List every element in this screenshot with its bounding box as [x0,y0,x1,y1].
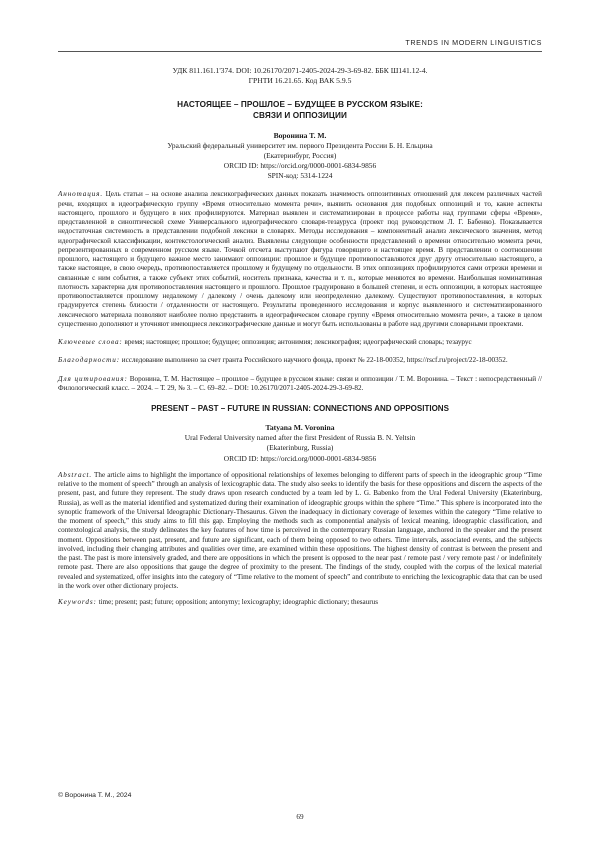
acknowledgements-label: Благодарности: [58,356,120,365]
abstract-ru-text: Цель статьи – на основе анализа лексикографических данных показать значимость оппозитивных отношений для лексем различных частей речи, входящих в идеографическую группу «Время относительно момента речи», выявить основания для подобных оппозиций и то, какие аспекты настоящего, прошлого и будущего в них профилируются. Материал выявлен и систематизирован в процессе работы над группами сферы «Время», представленной в синоптической схеме Универсального идеографического словаря-тезауруса (проект под руководством Л. Г. Бабенко). Показывается недостаточная системность в представлении подобной лексики в словарях. Методы исследования – компонентный анализ лексического значения, метод идеографической классификации, контекстологический анализ. Выявлены следующие особенности представлений о времени относительно момента речи, репрезентированных в современном русском языке. Точкой отсчета выступают фигура говорящего и настоящее время. В представлении о соотношении прошлого, настоящего и будущего важное место занимают оппозиции: прошлое и будущее противопоставляются друг другу относительно настоящего, а также настоящее, в свою очередь, противопоставляется прошлому и будущему по отдельности. В этих оппозициях профилируются сами отрезки времени и связанные с ним события, а также субъект этих событий, носитель признака, качества и т. п., которые меняются во времени. Наибольшая номинативная плотность характерна для противопоставления настоящего и прошлого. Прошлое градуировано в большей степени, и есть оппозиции, в которых настоящее противопоставляется прошлому недалекому / далекому / очень далекому или неопределенно далекому. Существуют противопоставления, в которых градуируется степень близости / отдаленности от настоящего. Результаты проведенного исследования и корпус выявленного и систематизированного лексического материала позволяют наиболее полно представить в идеографическом словаре группу «Время относительно момента речи», а также в целом существенно дополняют и уточняют имеющиеся лексикографические данные и могут быть использованы в работе над другими словарными проектами. [58,190,542,328]
grnti-line: ГРНТИ 16.21.65. Код ВАК 5.9.5 [248,76,352,86]
citation-label: Для цитирования: [58,374,128,383]
author-en: Tatyana M. Voronina [265,423,335,433]
title-ru-line2: СВЯЗИ И ОППОЗИЦИИ [253,111,347,120]
article-title-en: PRESENT – PAST – FUTURE IN RUSSIAN: CONNECTIONS AND OPPOSITIONS [151,404,449,414]
keywords-en [58,598,542,607]
orcid-en: ORCID ID: https://orcid.org/0000-0001-6834-9856 [223,453,377,463]
abstract-ru [58,190,542,329]
acknowledgements-text: исследование выполнено за счет гранта Российского научного фонда, проект № 22-18-00352, https://rscf.ru/project/22-18-00352. [120,356,508,365]
keywords-ru [58,338,542,347]
acknowledgements [58,356,542,365]
orcid-ru: ORCID ID: https://orcid.org/0000-0001-6834-9856 [223,161,377,170]
abstract-ru-label: Аннотация. [58,190,104,199]
running-head: TRENDS IN MODERN LINGUISTICS [405,38,542,47]
abstract-en-label: Abstract. [58,470,93,479]
abstract-en-text: The article aims to highlight the importance of oppositional relationships of lexemes belonging to different parts of speech in the ideographic group “Time relative to the moment of speech” through an analysis of lexicographic data. The study also seeks to identify the basis for these oppositions and discern the aspects of the present, past, and future they represent. The study draws upon research conducted by a team led by L. G. Babenko from the Ural Federal University (Ekaterinburg, Russia), as well as the material identified and systematized during their examination of ideographic groups within the sphere “Time.” This sphere is incorporated into the synoptic framework of the Universal Ideographic Dictionary-Thesaurus. Given the inadequacy in dictionary coverage of lexemes within the category “Time relative to the moment of speech,” this study aims to fill this gap. Employing the methods such as componential analysis of lexical meaning, ideographic classification, and contextological analysis, the study delineates the key features of how time is perceived in the contemporary Russian language, anchored in the speaker and the present moment. Oppositions between past, present, and future are significant, each of them being opposed to two others. Time intervals, associated events, and the subjects involved, including their changing attributes and qualities over time, are examined within these oppositions. The highest density of contrast is between the present and the past. The past is more intensively graded, and there are oppositions in which the present is opposed to the near past / remote past / very remote past / or indefinitely remote past. There are also oppositions that gauge the degree of proximity to the present. The findings of the study, coupled with the corpus of the lexical material revealed and systematized, offer insights into the category of “Time relative to the moment of speech” and contribute to enriching the lexicographic data that can be used in the work over other dictionary projects. [58,470,542,590]
city-ru: (Екатеринбург, Россия) [263,150,337,160]
keywords-en-label: Keywords: [58,598,97,607]
affiliation-ru: Уральский федеральный университет им. первого Президента России Б. Н. Ельцина [167,140,433,150]
udc-line: УДК 811.161.1'374. DOI: 10.26170/2071-2405-2024-29-3-69-82. ББК Ш141.12-4. [172,66,428,75]
author-ru: Воронина Т. М. [273,130,327,140]
page-number: 69 [296,813,304,821]
header-rule [58,51,542,52]
article-title-ru [58,100,542,121]
keywords-ru-label: Ключевые слова: [58,338,123,347]
abstract-en [58,471,542,591]
citation-text: Воронина, Т. М. Настоящее – прошлое – будущее в русском языке: связи и оппозиции / Т. М. Воронина. – Текст : непосредственный // Филологический класс. – 2024. – Т. 29, № 3. – С. 69–82. – DOI: 10.26170/2071-2405-2024-29-3-69-82. [58,374,542,392]
copyright-notice: © Воронина Т. М., 2024 [58,792,132,799]
citation [58,375,542,394]
keywords-en-text: time; present; past; future; opposition; antonymy; lexicography; ideographic dictionary; thesaurus [96,598,378,607]
english-section [58,404,542,607]
affiliation-en: Ural Federal University named after the first President of Russia B. N. Yeltsin [184,433,416,443]
article-front-matter [58,66,542,607]
spin-code: SPIN-код: 5314-1224 [267,171,333,181]
city-en: (Ekaterinburg, Russia) [266,443,334,453]
title-ru-line1: НАСТОЯЩЕЕ – ПРОШЛОЕ – БУДУЩЕЕ В РУССКОМ ЯЗЫКЕ: [177,100,423,110]
keywords-ru-text: время; настоящее; прошлое; будущее; оппозиция; антонимия; лексикография; идеографический словарь; тезаурус [122,338,472,347]
